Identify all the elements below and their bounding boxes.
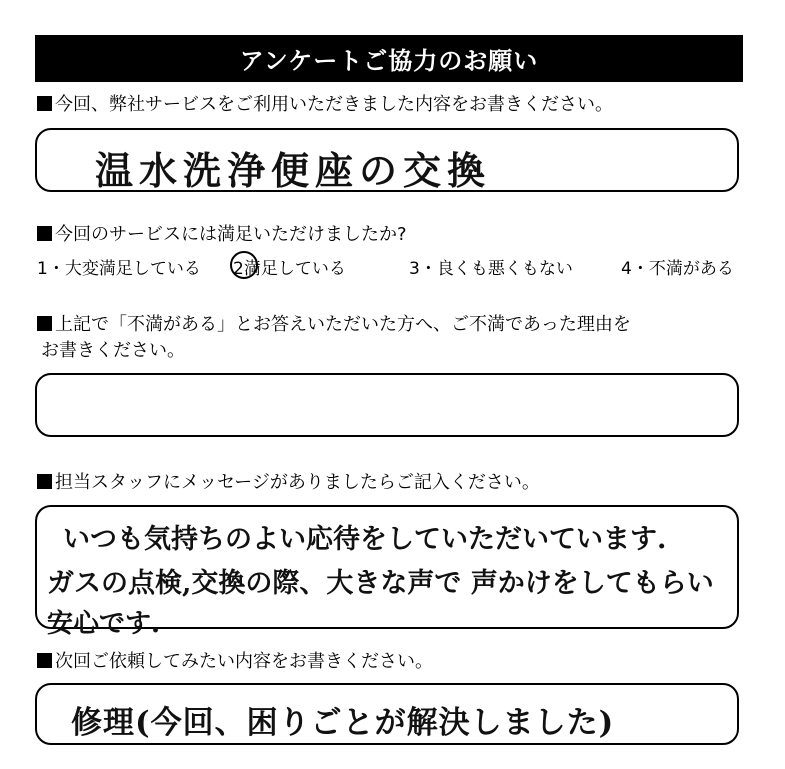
square-bullet-icon (37, 226, 52, 241)
answer-4-line-2: ガスの点検,交換の際、大きな声で 声かけをしてもらい (47, 568, 714, 599)
answer-box-1[interactable] (35, 128, 739, 192)
answer-4-line-1: いつも気持ちのよい応待をしていただいています. (63, 524, 667, 555)
question-2 (37, 222, 407, 248)
question-1 (37, 92, 613, 118)
question-3-label-line2: お書きください。 (41, 340, 185, 361)
option-4[interactable]: 4・不満がある (621, 259, 734, 279)
option-2-selected[interactable]: 2満足している (233, 259, 346, 279)
square-bullet-icon (37, 474, 52, 489)
square-bullet-icon (37, 96, 52, 111)
question-5 (37, 649, 433, 675)
answer-4-line-3: 安心です. (47, 609, 161, 639)
question-4-label: 担当スタッフにメッセージがありましたらご記入ください。 (55, 472, 540, 493)
answer-box-4[interactable] (35, 505, 739, 639)
question-2-label: 今回のサービスには満足いただけましたか? (55, 224, 407, 245)
answer-box-5[interactable] (35, 683, 739, 745)
answer-1-text: 温水洗浄便座の交換 (95, 148, 492, 193)
question-5-label: 次回ご依頼してみたい内容をお書きください。 (55, 651, 433, 672)
question-4 (37, 470, 540, 496)
square-bullet-icon (37, 653, 52, 668)
question-3-label-line1: 上記で「不満がある」とお答えいただいた方へ、ご不満であった理由を (55, 314, 631, 335)
question-3 (37, 312, 631, 364)
question-1-label: 今回、弊社サービスをご利用いただきました内容をお書きください。 (55, 94, 613, 115)
square-bullet-icon (37, 316, 52, 331)
option-1[interactable]: 1・大変満足している (37, 259, 201, 279)
answer-box-3[interactable] (35, 373, 739, 437)
survey-title: アンケートご協力のお願い (35, 35, 743, 82)
answer-5-text: 修理(今回、困りごとが解決しました) (71, 705, 615, 741)
option-3[interactable]: 3・良くも悪くもない (409, 259, 573, 279)
satisfaction-options (37, 254, 747, 282)
selected-circle-icon (230, 251, 258, 279)
